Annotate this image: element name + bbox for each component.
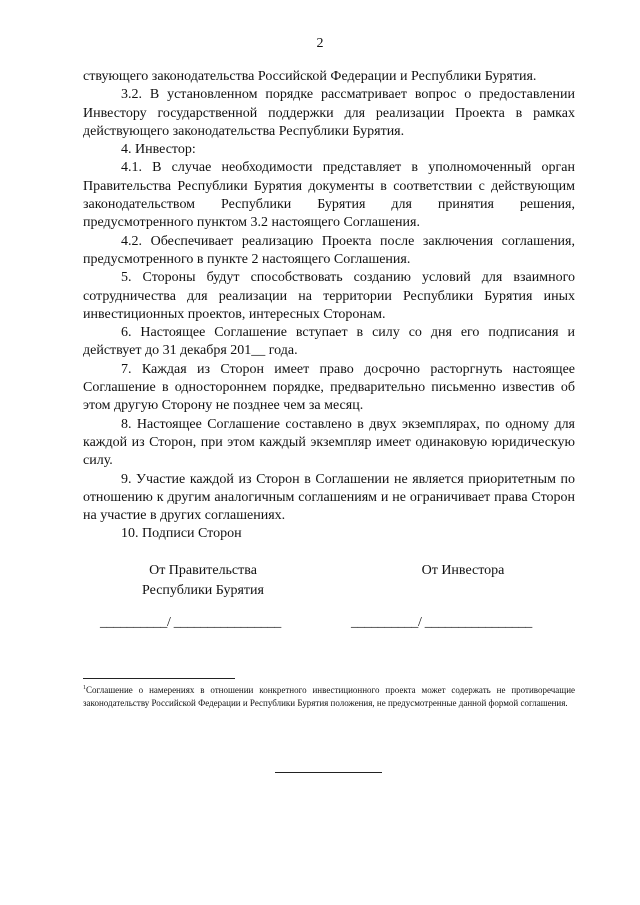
- end-of-page-divider: [275, 772, 382, 773]
- paragraph-4-1: 4.1. В случае необходимости представляет в уполномоченный орган Правительства Республики Бурятия документы в соответствии с действующим законодательством Республики Бурятия для принятия решения, предусмотренного пунктом 3.2 настоящего Соглашения.: [83, 160, 575, 231]
- paragraph-9: 9. Участие каждой из Сторон в Соглашении не является приоритетным по отношению к другим аналогичным соглашениям и не ограничивает права Сторон на участие в других соглашениях.: [83, 471, 575, 524]
- paragraph-4-2: 4.2. Обеспечивает реализацию Проекта после заключения соглашения, предусмотренного в пункте 2 настоящего Соглашения.: [83, 233, 575, 267]
- footnote-text: Соглашение о намерениях в отношении конкретного инвестиционного проекта может содержать не противоречащие законодательству Российской Федерации и Республики Бурятия положения, не предусмотренные данной формой соглашения.: [83, 685, 575, 708]
- paragraph-7: 7. Каждая из Сторон имеет право досрочно расторгнуть настоящее Соглашение в одностороннем порядке, предварительно письменно известив об этом другую Сторону не позднее чем за месяц.: [83, 361, 575, 414]
- investor-signatory: От Инвестора: [421, 563, 505, 578]
- paragraph-10: 10. Подписи Сторон: [121, 526, 242, 542]
- footnote-divider: [83, 678, 235, 679]
- document-body: [83, 68, 575, 544]
- paragraph-3-2: 3.2. В установленном порядке рассматривает вопрос о предоставлении Инвестору государственной поддержки для реализации Проекта в рамках действующего законодательства Республики Бурятия.: [83, 87, 575, 139]
- footnote-marker: 1: [83, 685, 86, 691]
- page-number: 2: [316, 36, 324, 51]
- paragraph-6: 6. Настоящее Соглашение вступает в силу со дня его подписания и действует до 31 декабря 201__ года.: [83, 325, 575, 359]
- government-signature-line: __________/ ________________: [100, 615, 281, 630]
- paragraph-4: 4. Инвестор:: [121, 142, 196, 158]
- paragraph-5: 5. Стороны будут способствовать созданию условий для взаимного сотрудничества для реализации на территории Республики Бурятия иных инвестиционных проектов, интересных Сторонам.: [83, 270, 575, 322]
- government-signatory-line1: От Правительства: [149, 563, 257, 578]
- paragraph-continuation: ствующего законодательства Российской Федерации и Республики Бурятия.: [83, 69, 537, 84]
- government-signatory: [135, 561, 271, 601]
- footnote: [83, 682, 575, 710]
- paragraph-8: 8. Настоящее Соглашение составлено в двух экземплярах, по одному для каждой из Сторон, при этом каждый экземпляр имеет одинаковую юридическую силу.: [83, 416, 575, 469]
- investor-signature-line: __________/ ________________: [351, 615, 532, 630]
- government-signatory-line2: Республики Бурятия: [142, 583, 264, 598]
